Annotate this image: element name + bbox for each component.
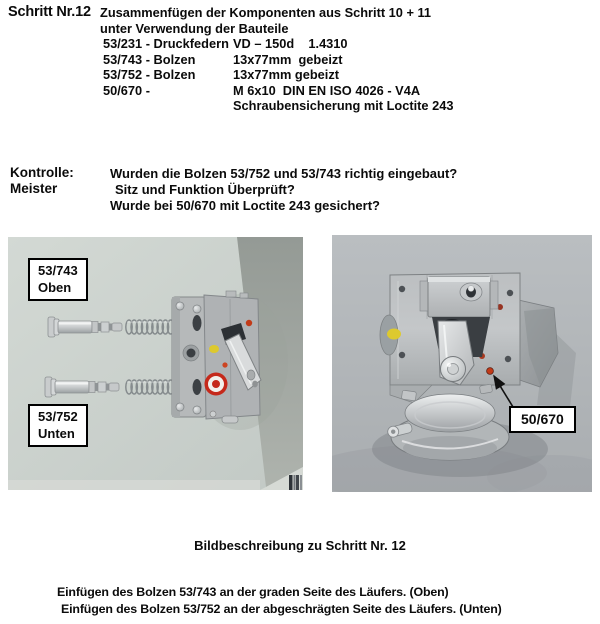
kontrolle-question-2: Sitz und Funktion Überprüft?	[115, 182, 295, 197]
yellow-marker-dot	[387, 329, 401, 340]
laeufer-block	[172, 291, 261, 423]
label-part-number: 53/752	[38, 409, 78, 424]
part-id: 50/670 -	[103, 82, 150, 98]
part-row	[0, 98, 600, 113]
part-spec: Schraubensicherung mit Loctite 243	[233, 98, 454, 113]
part-row	[0, 83, 600, 98]
inspection-sticker	[205, 373, 228, 396]
part-id: 53/743 - Bolzen	[103, 51, 196, 67]
part-spec: 13x77mm gebeizt	[233, 51, 343, 67]
step-title-line1: Zusammenfügen der Komponenten aus Schritt 10 + 11	[100, 5, 432, 20]
yellow-marker-dot	[209, 345, 219, 353]
set-screw-pin	[468, 286, 474, 292]
part-row	[0, 67, 600, 82]
part-id: 53/231 - Druckfedern	[103, 36, 229, 51]
label-box-53743-oben	[28, 258, 88, 301]
red-marker-dot	[246, 320, 252, 326]
label-position: Unten	[38, 426, 75, 442]
top-clamp-block	[420, 277, 498, 317]
caption-title: Bildbeschreibung zu Schritt Nr. 12	[194, 538, 406, 553]
part-spec: VD – 150d 1.4310	[233, 36, 348, 51]
kontrolle-question-1: Wurden die Bolzen 53/752 und 53/743 richtig eingebaut?	[110, 166, 458, 181]
red-paint-dot	[222, 362, 227, 367]
loctite-screw-dot	[487, 368, 494, 375]
label-box-53752-unten	[28, 404, 88, 447]
caption-line-1: Einfügen des Bolzen 53/743 an der graden Seite des Läufers. (Oben)	[57, 585, 449, 599]
step-number-heading: Schritt Nr.12	[8, 4, 91, 20]
label-part-number: 50/670	[521, 411, 564, 427]
label-part-number: 53/743	[38, 263, 78, 278]
right-photo-image	[332, 235, 592, 492]
part-spec: M 6x10 DIN EN ISO 4026 - V4A	[233, 82, 421, 98]
dark-bars-detail	[289, 475, 302, 490]
kontrolle-heading: Kontrolle:	[10, 165, 74, 180]
part-row	[0, 52, 600, 67]
part-id: 53/752 - Bolzen	[103, 67, 196, 82]
kontrolle-question-3: Wurde bei 50/670 mit Loctite 243 gesichert?	[110, 198, 380, 213]
caption-line-2: Einfügen des Bolzen 53/752 an der abgeschrägten Seite des Läufers. (Unten)	[61, 601, 502, 616]
meister-heading: Meister	[10, 181, 58, 196]
label-position: Oben	[38, 280, 72, 296]
label-box-50670	[509, 406, 576, 433]
part-row	[0, 36, 600, 51]
part-spec: 13x77mm gebeizt	[233, 67, 339, 82]
step-title-line2: unter Verwendung der Bauteile	[100, 20, 289, 36]
